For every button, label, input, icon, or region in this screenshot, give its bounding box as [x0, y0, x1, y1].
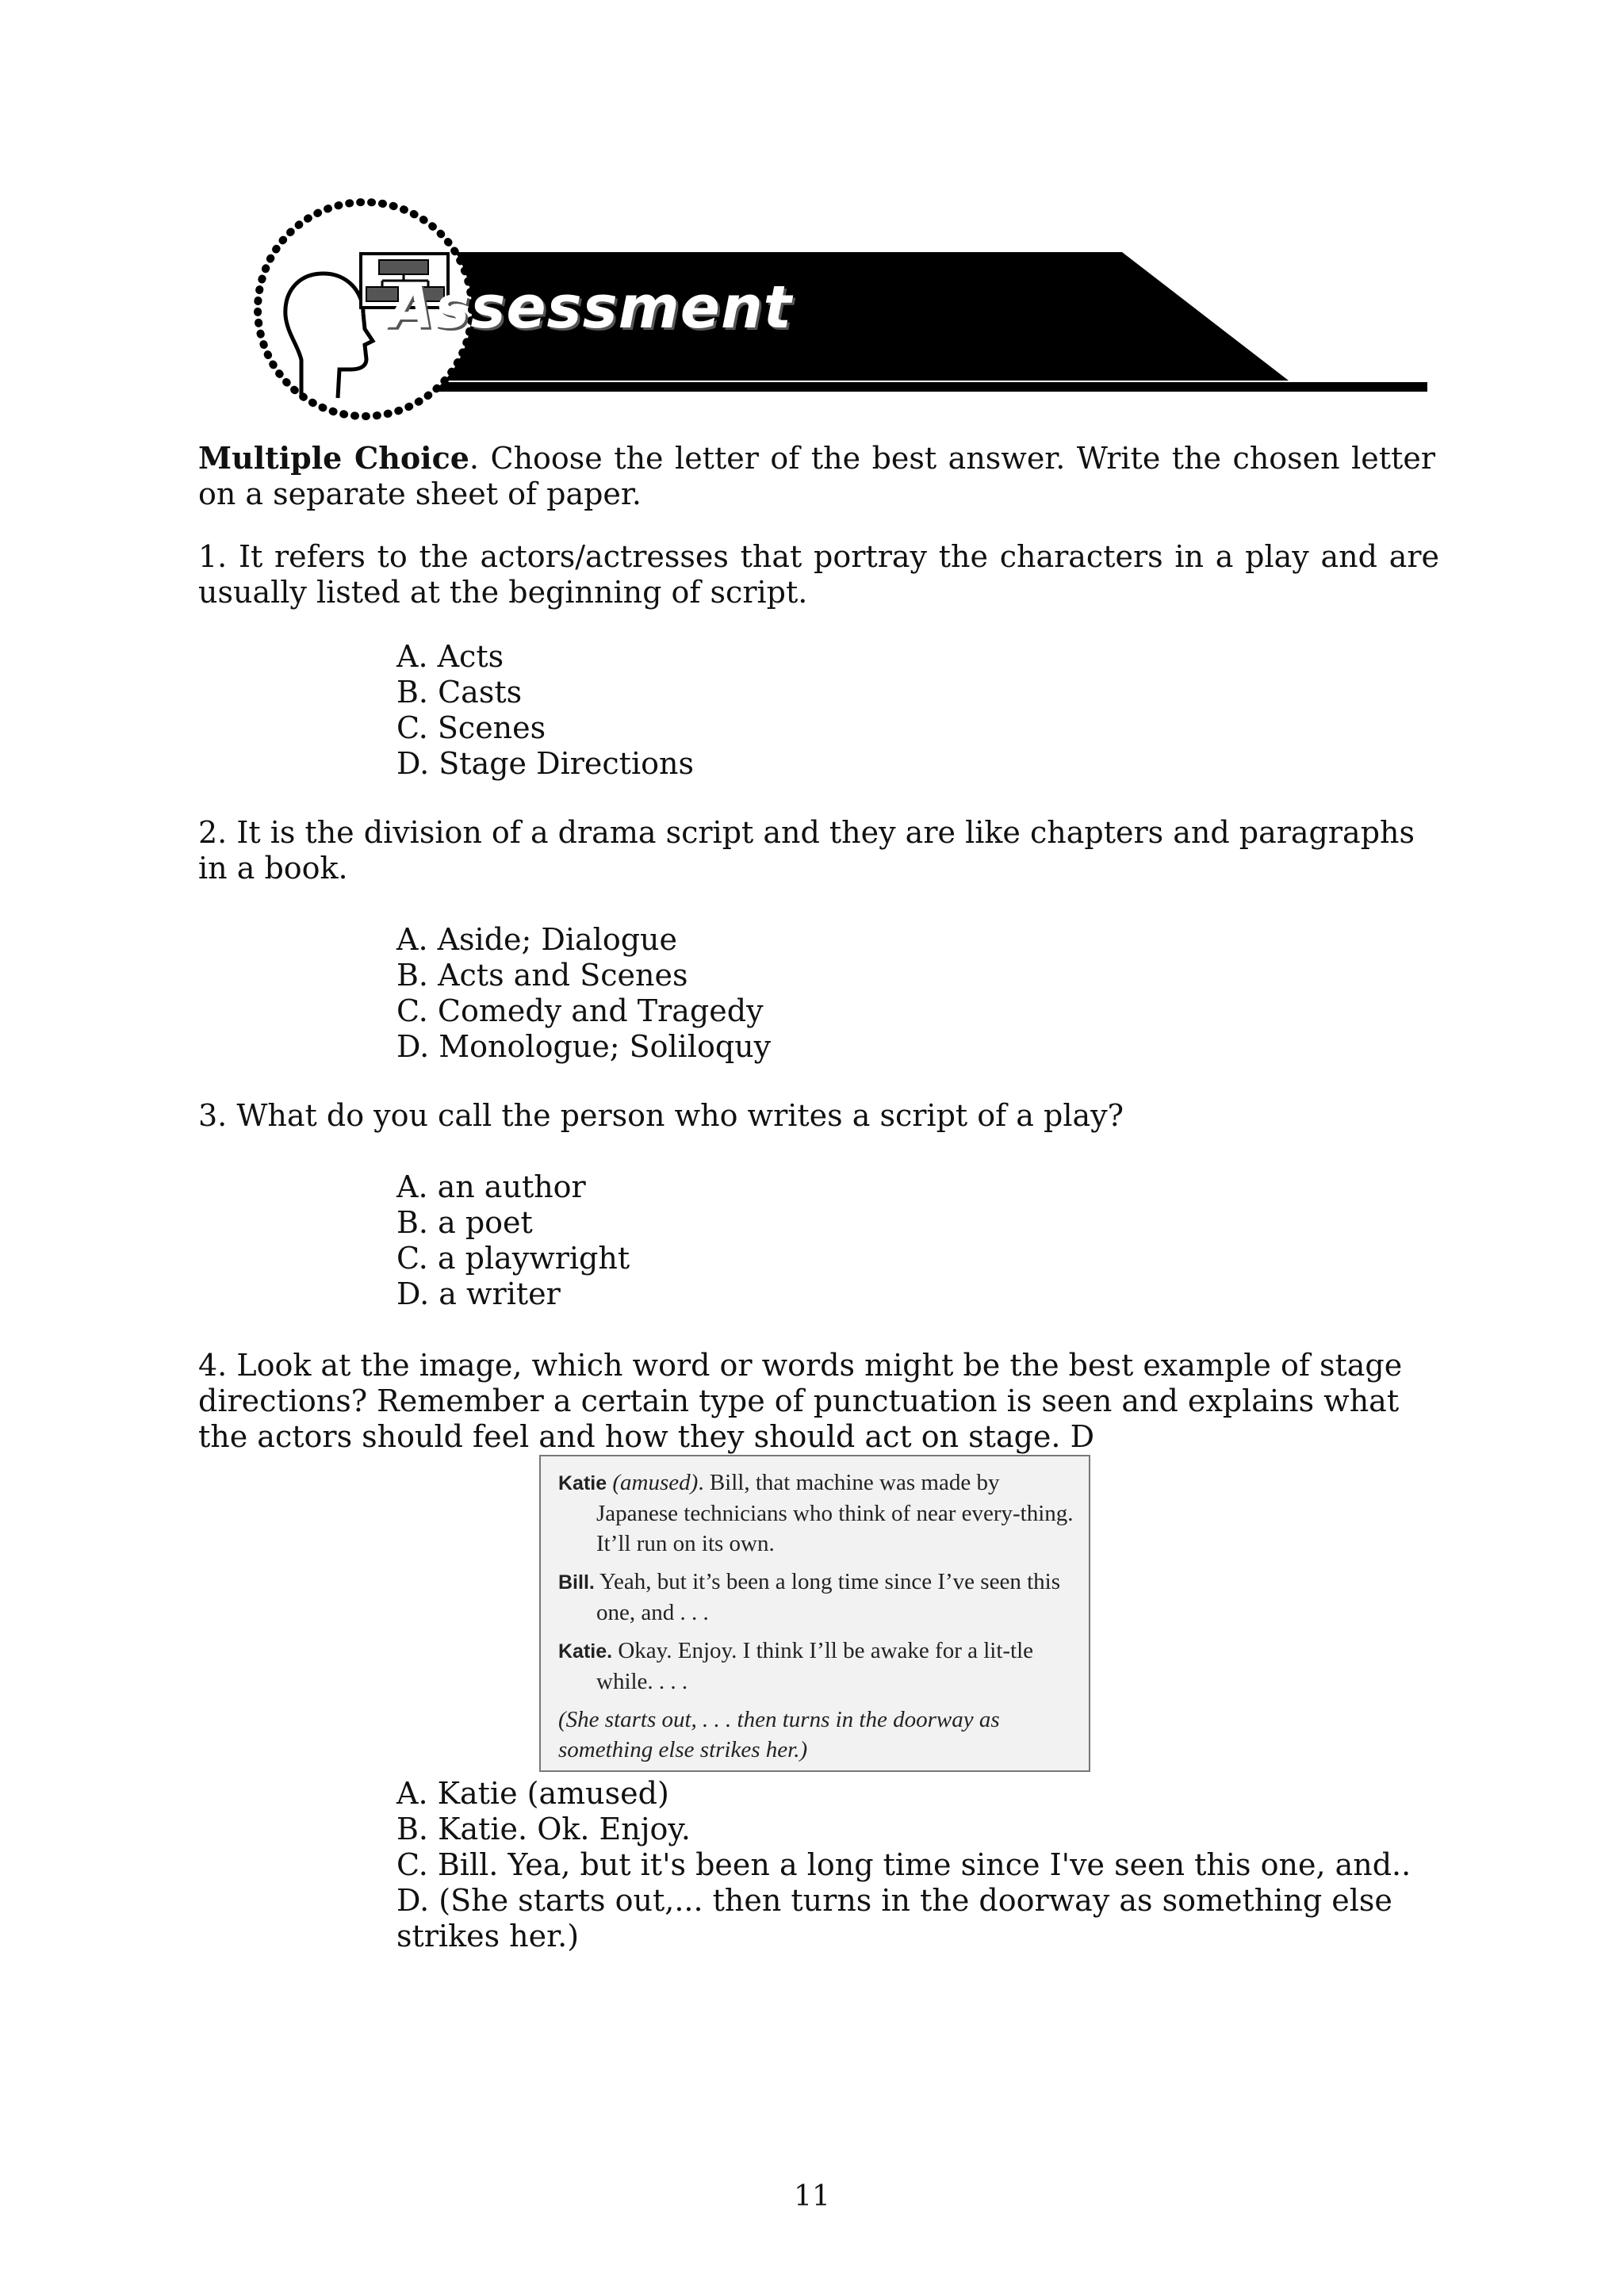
question-2-stem: 2. It is the division of a drama script and they are like chapters and paragraphs in a book.: [198, 815, 1415, 886]
excerpt-line: [558, 1567, 1074, 1628]
question-4-options: [396, 1776, 1427, 1954]
question-3-options: [396, 1169, 630, 1312]
option-item: C. Comedy and Tragedy: [396, 993, 764, 1028]
question-4-stem: 4. Look at the image, which word or words might be the best example of stage directions? Remember a certain type of punctuation is seen and explains what the actors should feel and how they should act on stage. D: [198, 1348, 1403, 1454]
option-item: D. a writer: [396, 1276, 561, 1311]
option-item: A. an author: [396, 1169, 586, 1204]
script-excerpt-image: [539, 1455, 1090, 1772]
option-item: A. Katie (amused): [396, 1776, 669, 1811]
dialogue-text: Yeah, but it’s been a long time since I’ve seen this one, and . . .: [594, 1569, 1060, 1625]
page-number: 11: [794, 2180, 830, 2213]
option-item: B. Casts: [396, 675, 523, 710]
instructions: [198, 440, 1435, 512]
stage-direction: (She starts out, . . . then turns in the doorway as something else strikes her.): [558, 1707, 1000, 1762]
question-1-stem: 1. It refers to the actors/actresses that portray the characters in a play and are usually listed at the beginning of script.: [198, 539, 1439, 610]
excerpt-line: [558, 1636, 1074, 1697]
instructions-text: . Choose the letter of the best answer. Write the chosen letter on a separate sheet of paper.: [198, 441, 1435, 511]
character-name: Katie.: [558, 1640, 613, 1663]
option-item: C. a playwright: [396, 1241, 630, 1276]
option-item: B. a poet: [396, 1205, 533, 1240]
option-item: A. Aside; Dialogue: [396, 922, 677, 957]
dialogue-text: . Bill, that machine was made by Japanese technicians who think of near every-thing. It’ll run on its own.: [596, 1470, 1074, 1556]
dialogue-text: Okay. Enjoy. I think I’ll be awake for a lit-tle while. . . .: [596, 1638, 1034, 1694]
character-name: Bill.: [558, 1571, 595, 1594]
question-1-options: [396, 639, 694, 782]
option-item: D. Stage Directions: [396, 746, 694, 781]
option-item: A. Acts: [396, 639, 504, 674]
option-item: D. (She starts out,... then turns in the doorway as something else strikes her.): [396, 1883, 1392, 1954]
option-item: C. Scenes: [396, 710, 546, 745]
option-item: C. Bill. Yea, but it's been a long time since I've seen this one, and..: [396, 1847, 1411, 1882]
stage-direction: (amused): [612, 1470, 699, 1495]
question-3-stem: 3. What do you call the person who writes a script of a play?: [198, 1098, 1124, 1133]
option-item: B. Acts and Scenes: [396, 958, 688, 993]
question-2-options: [396, 922, 771, 1065]
instructions-label: Multiple Choice: [198, 440, 469, 476]
option-item: B. Katie. Ok. Enjoy.: [396, 1812, 691, 1846]
character-name: Katie: [558, 1472, 607, 1494]
option-item: D. Monologue; Soliloquy: [396, 1029, 772, 1064]
excerpt-line: [558, 1468, 1074, 1559]
page-title: Assessment: [389, 274, 792, 342]
